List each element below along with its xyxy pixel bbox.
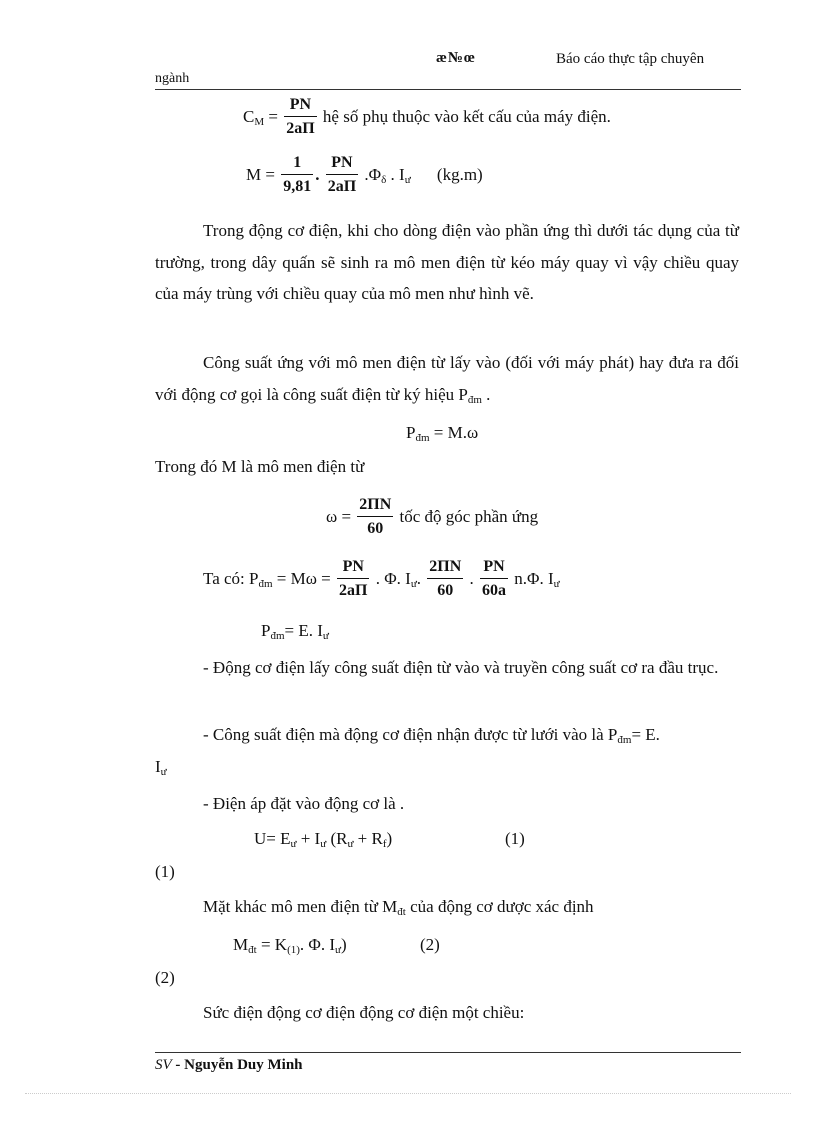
footer-author: SV - Nguyễn Duy Minh bbox=[155, 1057, 303, 1073]
formula-cm-lhs: $C_M$ = bbox=[243, 106, 283, 128]
formula-ta-co: Ta có: $P_{đm} = M\omega$ = $\frac{PN}{2a\Pi}$ . Φ. $I_ư$. $\frac{2\Pi N}{60}$ . $\frac{PN}{60a}$ n.Φ. $I_ư$ bbox=[203, 558, 560, 599]
formula-omega: ω = $\frac{2\Pi N}{60}$ tốc độ góc phần ứng bbox=[326, 496, 539, 537]
paragraph-4: - Động cơ điện lấy công suất điện từ vào và truyền công suất cơ ra đầu trục. bbox=[203, 658, 719, 677]
header-title-continued: ngành bbox=[155, 71, 190, 86]
formula-u-number: (1) bbox=[505, 829, 525, 848]
formula-mdt: $M_{đt} = K_{(1)}$. Φ. $I_ư$) bbox=[233, 935, 347, 956]
paragraph-6: - Điện áp đặt vào động cơ là . bbox=[203, 794, 405, 813]
header-rule bbox=[155, 89, 741, 90]
paragraph-5-line2: $I_ư$ bbox=[155, 757, 167, 778]
formula-m: M = $\frac{1}{9,81}$ . $\frac{PN}{2a\Pi}$ $.\Phi_\delta$ . $I_ư$ (kg.m) bbox=[246, 154, 483, 195]
header-ornament: æ№œ bbox=[436, 50, 476, 66]
formula-cm bbox=[243, 97, 611, 137]
fraction: $\frac{PN}{2a\Pi}$ bbox=[327, 154, 357, 195]
page-bottom-divider bbox=[25, 1093, 791, 1094]
paragraph-5: - Công suất điện mà động cơ điện nhận được từ lưới vào là $P_{đm}= E$. bbox=[203, 725, 660, 746]
formula-cm-desc: hệ số phụ thuộc vào kết cấu của máy điện. bbox=[322, 107, 611, 126]
formula-pdm: $P_{đm} = M.\omega$ bbox=[406, 423, 479, 444]
formula-u: $U= E_ư + I_ư$ $(R_ư + R_f)$ bbox=[254, 829, 393, 850]
paragraph-2: Công suất ứng với mô men điện từ lấy vào (đối với máy phát) hay đưa ra đối với động cơ gọi là công suất điện từ ký hiệu $P_{đm}$ . bbox=[155, 353, 739, 406]
paragraph-3: Trong đó M là mô men điện từ bbox=[155, 457, 365, 476]
fraction: $\frac{PN}{60a}$ bbox=[482, 558, 507, 599]
fraction: $\frac{PN}{2a\Pi}$ bbox=[339, 558, 368, 599]
formula-mdt-number: (2) bbox=[420, 935, 440, 954]
paragraph-1: Trong động cơ điện, khi cho dòng điện vào phần ứng thì dưới tác dụng của từ trường, trong dây quấn sẽ sinh ra mô men điện từ kéo máy quay vì vậy chiều quay của máy trùng với chiều quay của mô men như hình vẽ. bbox=[155, 221, 739, 303]
formula-m-unit: (kg.m) bbox=[436, 165, 483, 184]
equation-ref-2: (2) bbox=[155, 968, 175, 987]
fraction: $\frac{PN}{2a\Pi}$ bbox=[286, 96, 315, 137]
paragraph-8: Mặt khác mô men điện từ $M_{đt}$ của động cơ dược xác định bbox=[203, 897, 594, 918]
fraction: $\frac{1}{9,81}$ bbox=[283, 154, 312, 195]
fraction: $\frac{2\Pi N}{60}$ bbox=[359, 496, 392, 537]
fraction: $\frac{2\Pi N}{60}$ bbox=[429, 558, 462, 599]
paragraph-10: Sức điện động cơ điện động cơ điện một chiều: bbox=[203, 1003, 525, 1022]
formula-pdm-e: $P_{đm}= E$. $I_ư$ bbox=[261, 621, 329, 642]
header-title: Báo cáo thực tập chuyên bbox=[556, 51, 705, 67]
footer-rule bbox=[155, 1052, 741, 1053]
equation-ref-1: (1) bbox=[155, 862, 175, 881]
